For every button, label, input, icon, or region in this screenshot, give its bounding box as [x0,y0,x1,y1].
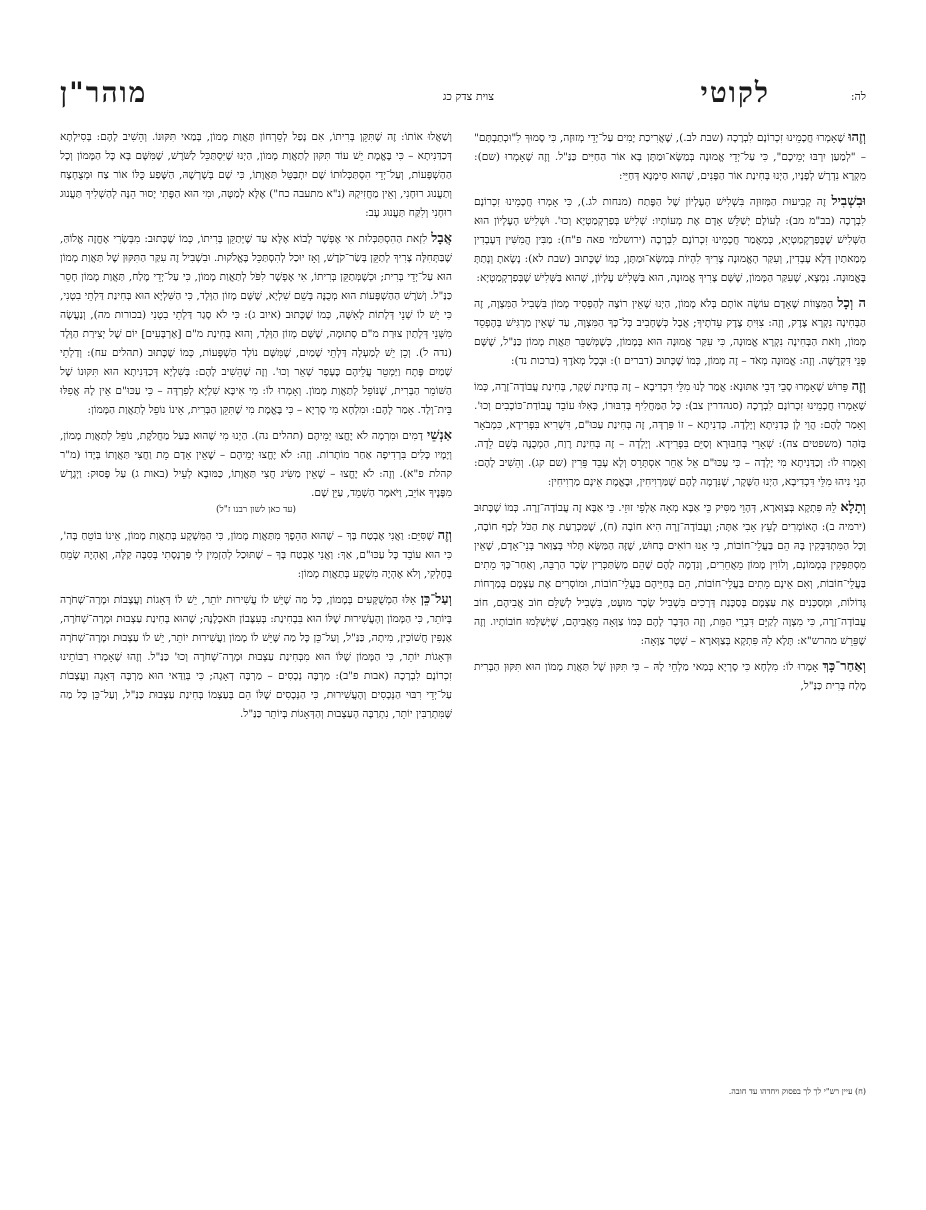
left-column [60,128,452,730]
paragraph [60,229,452,420]
paragraph [474,657,866,696]
paragraph-text: וְשַׁאֲלוּ אוֹתוֹ: זֶה שֶׁתִּקֵּן בְּרִיתוֹ, אִם נָפַל לְסֵרְחוֹן תַּאֲוַת מָמוֹן, בְּמַאי תִּקּוּנוֹ. וְהֵשִׁיב לָהֶם: בְּסִילְתָא דְּכַדַּנִיתָא – כִּי בֶּאֱמֶת יֵשׁ עוֹד תִּקּוּן לְתַאֲוַת מָמוֹן, הַיְנוּ שֶׁיִּסְתַּכֵּל לַשֹּׁרֶשׁ, שֶׁמִּשָּׁם בָּא כָּל הַמָּמוֹן וְכָל הַהַשְׁפָּעוֹת, וְעַל־יְדֵי הִסְתַּכְּלוּתוֹ שָׁם יִתְבַּטֵּל תַּאֲוָתוֹ, כִּי שָׁם בְּשָׁרְשָׁהּ, הַשֶּׁפַע כֻּלּוֹ אוֹר צַח וּמְצֻחְצָח וְתַעֲנוּג רוּחָנִי, וְאֵין מַחֲזִיקָהּ (נ"א מתעבה כח") אֶלָּא לְמַטָּה, וּמִי הוּא הַפֶּתִי יָסוּר הֵנָּה לְהַשְׁלִיךְ תַּעֲנוּג רוּחָנִי וְלִקַּח תַּעֲנוּג עָב: [60,131,452,219]
page-header [60,76,866,116]
paragraph-lead-word: וְזֶה [851,379,866,394]
book-title: לקוטי [700,76,770,109]
paragraph [60,590,452,724]
paragraph-text: שֶׁאָמְרוּ חֲכָמֵינוּ זִכְרוֹנָם לִבְרָכָה (שבת לב.), שֶׁאֲרִיכַת יָמִים עַל־יְדֵי מְזוּזָה, כִּי סָמוּךְ לִ"וּכְתַבְתָּם" – "לְמַעַן יִרְבּוּ יְמֵיכֶם", כִּי עַל־יְדֵי אֱמוּנָה בְּמַשָּׂא־וּמַתָּן בָּא אוֹר הַחַיִּים כַּנַּ"ל. וְזֶה שֶׁאָמְרוּ (שם): מִקְרָא נִדְרָשׁ לְפָנָיו, הַיְנוּ בְּחִינַת אוֹר הַפָּנִים, שֶׁהוּא סִימָנָא דְּחַיֵּי: [474,132,866,182]
paragraph-text: שֶׁסִּיֵּם: וַאֲנִי אֶבְטַח בָּךְ – שֶׁהוּא הַהֵפֶךְ מִתַּאֲוַת מָמוֹן, כִּי הַמִּשְׁקָע בְּתַאֲוַת מָמוֹן, אֵינוֹ בּוֹטֵחַ בָּה', כִּי הוּא עוֹבֵד כָּל עַכּוּ"ם, אַךְ: וַאֲנִי אֶבְטַח בָּךְ – שֶׁתּוּכַל לְהַזְמִין לִי פַּרְנָסָתִי בְּסִבָּה קַלָּה, וְאֶהְיֶה שָׂמֵחַ בְּחֶלְקִי, וְלֹא אֶהְיֶה מִשְׁקָע בְּתַאֲוַת מָמוֹן: [60,530,452,580]
paragraph-lead-word: וְעַל־כֵּן [420,592,452,607]
paragraph [60,526,452,584]
paragraph-text: לֵהּ פִּתְקָא בְּצַוְּארָא, דְּהָוֵי מַסִּיק כֵּי אַבָּא מְאָה אַלְפֵי זוּזֵי. כֵּי אַבָּא זֶה עֲבוֹדָה־זָרָה. כְּמוֹ שֶׁכָּתוּב (ירמיה ב): הָאוֹמְרִים לָעֵץ אָבִי אַתָּה; וַעֲבוֹדָה־זָרָה הִיא חוֹבָה (ח), שֶׁמַּכְרַעַת אֶת הַכֹּל לְכַף חוֹבָה, וְכָל הַמִּתְדַּבְּקִין בָּהּ הֵם בַּעֲלֵי־חוֹבוֹת, כִּי אָנוּ רוֹאִים בְּחוּשׁ, שֶׁזֶּה הַמַּשָּׂא תָּלוּי בְּצַוַּאר בְּנֵי־אָדָם, שֶׁאֵין מִסְתַּפְּקִין בְּמָמוֹנָם, וְלוֹוִין מָמוֹן מֵאֲחֵרִים, וְנִדְמֶה לָהֶם שֶׁהֵם מַשְׂתַּכְּרִין שָׂכָר הַרְבֵּה, וְאַחַר־כָּךְ מֵתִים בַּעֲלֵי־חוֹבוֹת, וְאִם אֵינָם מֵתִים בַּעֲלֵי־חוֹבוֹת, הֵם בְּחַיֵּיהֶם בַּעֲלֵי־חוֹבוֹת, וּמוֹסְרִים אֶת עַצְמָם בְּמַרְחוֹת גְּדוֹלוֹת, וּמְסַכְּנִים אֶת עַצְמָם בְּסַכָּנַת דְּרָכִים בִּשְׁבִיל שָׂכָר מוּעָט, בִּשְׁבִיל לְשַׁלֵּם חוֹב אֲבִיהֶם, חוֹב עֲבוֹדָה־זָרָה, כִּי מִצְוָה לְקַיֵּם דִּבְרֵי הַמֵּת, וְזֶה הַדָּבָר לָהֶם כְּמוֹ צַוָּאָה מֵאֲבִיהֶם, שֶׁיְּשַׁלְּמוּ חוֹבוֹתָיו. וְזֶה שֶׁפֵּרֵשׁ מהרש"א: תָּלָא לֵהּ פִּתְקָא בְּצַוְּארָא – שְׁטָר צַוָּאָה: [474,502,866,647]
end-quote-note: (עד כאן לשון רבנו ז"ל) [215,505,296,515]
paragraph-text: פֵּרוּשׁ שֶׁאָמְרוּ סָבֵי דְּבֵי אַתּוּנָא: אֲמַר לָנוּ מִלֵּי דִּכְדִיבָא – זֶה בְּחִינַת שֶׁקֶר, בְּחִינַת עֲבוֹדָה־זָרָה, כְּמוֹ שֶׁאָמְרוּ חֲכָמֵינוּ זִכְרוֹנָם לִבְרָכָה (סנהדרין צב): כָּל הַמַּחֲלִיף בְּדִבּוּרוֹ, כְּאִלּוּ עוֹבֵד עֲבוֹדַת־כּוֹכָבִים וְכוּ'. וְאָמַר לָהֶם: הֲוֵי לָן כְּדַנִיתָא וְיָלְדָה. כְּדַנִיתָא – זוֹ פִּרְדָּה, זֶה בְּחִינַת עַכּוּ"ם, דִּשְׁרִיא בִּפְרִידָא, כִּמְבֹאָר בַּזֹּהַר (משפטים צה): שְׁאָרֵי בְּחִבּוּרָא וְסַיֵּם בִּפְרִידָא. וְיָלְדָה – זֶה בְּחִינַת רֶוַח, הַמְכֻנֶּה בְּשֵׁם לֵדָה. וְאָמְרוּ לוֹ: וְכַדַּנִיתָא מִי יָלְדָה – כִּי עַכּוּ"ם אֵל אַחֵר אִסְתָּרֵס וְלָא עָבֵד פֵּרִין (שם קג). וְהֵשִׁיב לָהֶם: הָנֵי נִיהוּ מִלֵּי דִּכְדִיבָא, הַיְנוּ הַשֶּׁקֶר, שֶׁנִּדְמֶה לָהֶם שֶׁמַּרְוִיחִין, וּבֶאֱמֶת אֵינָם מַרְוִיחִין: [474,381,866,488]
paragraph [474,498,866,651]
paragraph [474,128,866,186]
paragraph [474,294,866,371]
paragraph-lead-word: וְזֶה [437,528,452,543]
paragraph-lead-word: וְזֶהוּ [848,130,866,145]
paragraph-text: הַמִּצְווֹת שֶׁאָדָם עוֹשֶׂה אוֹתָם בְּלֹא מָמוֹן, הַיְנוּ שֶׁאֵין רוֹצֶה לְהַפְסִיד מָמוֹן בִּשְׁבִיל הַמִּצְוָה, זֶה הַבְּחִינָה נִקְרָא צֶדֶק, וְזֶה: צִוִּיתָ צֶדֶק עֵדֹתֶיךָ; אֲבָל כְּשֶׁחָבִיב כָּל־כָּךְ הַמִּצְוָה, עַד שֶׁאֵין מַרְגִּישׁ בְּהֶפְסֵד מָמוֹן, וְזֹאת הַבְּחִינָה נִקְרָא אֱמוּנָה, כִּי עִקַּר אֱמוּנָה הוּא בְּמָמוֹן, כְּשֶׁמְּשַׁבֵּר תַּאֲוַת מָמוֹן כַּנַּ"ל, שֶׁשָּׁם פְּנֵי דִּקְדֻשָּׁה. וְזֶה: אֱמוּנָה מְאֹד – זֶה מָמוֹן, כְּמוֹ שֶׁכָּתוּב (דברים ו): וּבְכָל מְאֹדֶךָ (ברכות נד): [474,298,866,367]
author-title: מוהר"ן [60,76,148,109]
page-number: לה: [850,90,866,103]
paragraph-lead-word: אֲבָל [431,231,452,246]
right-column [474,128,866,702]
paragraph-text: לִזְאת הַהִסְתַּכְּלוּת אִי אֶפְשָׁר לָבוֹא אֶלָּא עַד שֶׁיְּתַקֵּן בְּרִיתוֹ, כְּמוֹ שֶׁכָּתוּב: מִבְּשָׂרִי אֶחֱזֶה אֱלוֹהַּ, שֶׁבַּתְּחִלָּה צָרִיךְ לְתַקֵּן בְּשַׂר־קֹדֶשׁ, וְאָז יוּכַל לְהִסְתַּכֵּל בֶּאֱלֹקוּת. וּבִשְׁבִיל זֶה עִקַּר הַתִּקּוּן שֶׁל תַּאֲוַת מָמוֹן הוּא עַל־יְדֵי בְּרִית; וּכְשֶׁמְּתַקֵּן בְּרִיתוֹ, אִי אֶפְשָׁר לִפֹּל לְתַאֲוַת מָמוֹן, כִּי עַל־יְדֵי מֶלַח, תַּאֲוַת מָמוֹן חָסֵר כַּנַּ"ל. וְשֹׁרֶשׁ הַהַשְׁפָּעוֹת הוּא מְכֻנֶּה בְּשֵׁם שִׁלְיָא, שֶׁשָּׁם מָזוֹן הַוָּלָד, כִּי הַשִּׁלְיָא הוּא בְּחִינַת דַּלְתֵי בִטְנִי, כִּי יֵשׁ לוֹ שְׁנֵי דְּלָתוֹת לָאִשָּׁה, כְּמוֹ שֶׁכָּתוּב (איוב ג): כִּי לֹא סָגַר דַּלְתֵי בִטְנִי (בכורות מה), וְנַעֲשָׂה מִשְּׁנֵי דְּלָתַיִן צוּרַת מ"ם סְתוּמָה, שֶׁשָּׁם מְזוֹן הַוָּלָד, וְהוּא בְּחִינַת מ"ם [אַרְבָּעִים] יוֹם שֶׁל יְצִירַת הַוָּלָד (נדה ל). וְכֵן יֵשׁ לְמַעְלָה דַּלְתֵי שָׁמַיִם, שֶׁמִּשָּׁם נוֹלָד הַשְׁפָּעוֹת, כְּמוֹ שֶׁכָּתוּב (תהלים עח): וְדַלְתֵי שָׁמַיִם פָּתָח וַיַּמְטֵר עֲלֵיהֶם כֶּעָפָר שְׁאֵר וְכוּ'. וְזֶה שֶׁהֵשִׁיב לָהֶם: בְּשִׁלְיָא דְּכַדַּנִיתָא הוּא תִּקּוּנוֹ שֶׁל הַשּׁוֹמֵר הַבְּרִית, שֶׁנּוֹפֵל לְתַאֲוַת מָמוֹן. וְאָמְרוּ לוֹ: מִי אִיכָּא שִׁלְיָא לְפִרְדָּה – כִּי עַכּוּ"ם אֵין לָהּ אֲפִלּוּ בֵּית־וָלָד. אָמַר לָהֶם: וּמִלְחָא מִי סָרְיָא – כִּי בֶּאֱמֶת מִי שֶׁתִּקֵּן הַבְּרִית, אֵינוֹ נוֹפֵל לְתַאֲוַת הַמָּמוֹן: [60,233,452,416]
paragraph-text: דָמִים וּמִרְמָה לֹא יֶחֱצוּ יְמֵיהֶם (תהלים נה). הַיְנוּ מִי שֶׁהוּא בַּעַל מַחֲלֹקֶת, נוֹפֵל לְתַאֲוַת מָמוֹן, וְיָמָיו כָּלִים בִּרְדִיפָה אַחַר מוֹתָרוֹת. וְזֶה: לֹא יֶחֱצוּ יְמֵיהֶם – שֶׁאֵין אָדָם מֵת וַחֲצִי תַּאֲוָתוֹ בְּיָדוֹ (מ"ר קהלת פ"א). וְזֶה: לֹא יֶחֱצוּ – שֶׁאֵין מַשִּׂיג חֲצִי תַּאֲוָתוֹ, כַּמּוּבָא לְעֵיל (באות ג) עַל פָּסוּק: וַיְגָרֶשׁ מִפָּנֶיךָ אוֹיֵב, וַיֹּאמֶר הַשְׁמֵד, עַיֵּן שָׁם. [60,430,452,499]
paragraph-text: אֵלּוּ הַמְשֻׁקָּעִים בְּמָמוֹן, כָּל מַה שֶׁיֵּשׁ לוֹ עֲשִׁירוּת יוֹתֵר, יֵשׁ לוֹ דְּאָגוֹת וַעֲצָבוֹת וּמָרָה־שְׁחֹרָה בְּיוֹתֵר, כִּי הַמָּמוֹן וְהָעֲשִׁירוּת שֶׁלּוֹ הוּא בִּבְחִינַת: בְּעִצָּבוֹן תֹּאכְלֶנָּה; שֶׁהוּא בְּחִינַת עַצְבוּת וּמָרָה־שְׁחֹרָה, אַנְפִּין חֲשׁוֹכִין, מִיתָה, כַּנַּ"ל, וְעַל־כֵּן כָּל מַה שֶּׁיֵּשׁ לוֹ מָמוֹן וַעֲשִׁירוּת יוֹתֵר, יֵשׁ לוֹ עַצְבוּת וּמָרָה־שְׁחֹרָה וּדְאָגוֹת יוֹתֵר, כִּי הַמָּמוֹן שֶׁלּוֹ הוּא מִבְּחִינַת עַצְבוּת וּמָרָה־שְׁחֹרָה וְכוּ' כַּנַּ"ל. וְזֶהוּ שֶׁאָמְרוּ רַבּוֹתֵינוּ זִכְרוֹנָם לִבְרָכָה (אבות פ"ב): מַרְבֶּה נְכָסִים – מַרְבֶּה דְאָגָה; כִּי בְּוַדַּאי הוּא מַרְבֶּה דְּאָגָה וַעֲצָבוֹת עַל־יְדֵי רִבּוּי הַנְּכָסִים וְהָעֲשִׁירוּת, כִּי הַנְּכָסִים שֶׁלּוֹ הֵם בְּעַצְמוֹ בְּחִינַת עַצְבוּת כַּנַּ"ל, וְעַל־כֵּן כָּל מַה שֶּׁמִּתְרַבִּין יוֹתֵר, נִתְרַבָּה הָעַצְבוּת וְהַדְּאָגוֹת בְּיוֹתֵר כַּנַּ"ל. [60,594,452,720]
paragraph-lead-word: וּבִשְׁבִיל [831,194,866,209]
paragraph-lead-word: ה וְכָל [837,296,866,311]
paragraph-text: זֶה קְבִיעוּת הַמְּזוּזָה בִּשְׁלִישׁ הָעֶלְיוֹן שֶׁל הַפֶּתַח (מנחות לג.), כִּי אָמְרוּ חֲכָמֵינוּ זִכְרוֹנָם לִבְרָכָה (בב"מ מב): לְעוֹלָם יְשַׁלֵּשׁ אָדָם אֶת מְעוֹתָיו: שְׁלִישׁ בְּפַרְקְמַטְיָא וְכוּ'. וּשְׁלִישׁ הָעֶלְיוֹן הוּא הַשְּׁלִישׁ שֶׁבְּפַרְקְמַטְיָא, כְּמַאֲמַר חֲכָמֵינוּ זִכְרוֹנָם לִבְרָכָה (ירושלמי פאה פ"ח): מַבִּין הֲמִשִּׁין דְּעָבְדִין מְמַאתַיִן דְּלָא עָבְדִין, וְעִקַּר הָאֱמוּנָה צָרִיךְ לִהְיוֹת בְּמַשָּׂא־וּמַתָּן, כְּמוֹ שֶׁכָּתוּב (שבת לא): נָשָׂאתָ וְנָתַתָּ בֶּאֱמוּנָה. נִמְצָא, שֶׁעִקַּר הַמָּמוֹן, שֶׁשָּׁם צָרִיךְ אֱמוּנָה, הוּא בַּשְּׁלִישׁ עֶלְיוֹן, שֶׁהוּא בַּשְּׁלִישׁ שֶׁבְּפַרְקְמַטְיָא: [474,196,866,284]
paragraph [474,192,866,288]
section-title: צוית צדק כג [442,90,494,103]
paragraph-lead-word: אַנְשֵׁי [426,428,453,443]
paragraph-lead-word: וְאַחַר־כָּךְ [822,659,866,674]
paragraph-text: אָמְרוּ לוֹ: מִלְחָא כִּי סָרְיָא בְּמַאי מַלְחֵי לָהּ – כִּי תִּקּוּן שֶׁל תַּאֲוַת מָמוֹן הוּא תִּקּוּן הַבְּרִית מֶלַח בְּרִית כַּנַּ"ל, [474,661,866,692]
paragraph [60,426,452,520]
paragraph-lead-word: וְתָלָא [840,500,866,515]
paragraph [474,377,866,492]
footnote: (ח) עיין רש"י לך לך בפסוק ויחדהו עד חובה. [728,1087,866,1096]
paragraph [60,128,452,223]
